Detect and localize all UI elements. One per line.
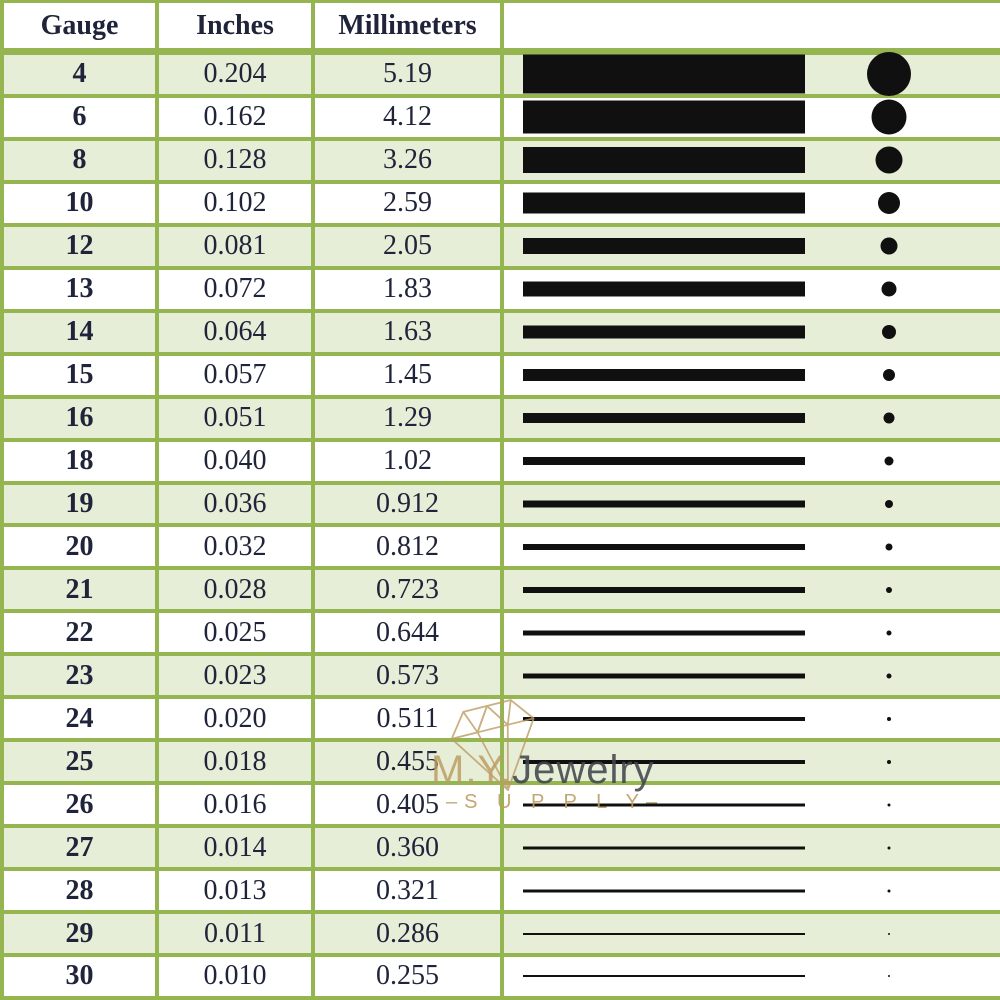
- visual-cell: [504, 442, 1000, 481]
- visual-cell: [504, 785, 1000, 824]
- header-millimeters: Millimeters: [315, 3, 504, 48]
- wire-cross-section-dot: [888, 803, 891, 806]
- watermark-subtitle: –S U P P L Y–: [446, 791, 665, 813]
- table-row: [4, 570, 1000, 613]
- wire-cross-section-dot: [884, 413, 895, 424]
- inches-cell: 0.064: [159, 313, 315, 352]
- inches-cell: 0.011: [159, 914, 315, 953]
- wire-thickness-bar: [523, 630, 805, 635]
- wire-thickness-bar: [523, 846, 805, 849]
- gauge-cell: 21: [4, 570, 159, 609]
- inches-cell: 0.032: [159, 527, 315, 566]
- wire-thickness-bar: [523, 147, 805, 173]
- gauge-cell: 23: [4, 656, 159, 695]
- visual-cell: [504, 570, 1000, 609]
- visual-cell: [504, 742, 1000, 781]
- millimeters-cell: 0.286: [315, 914, 504, 953]
- table-row: [4, 742, 1000, 785]
- visual-cell: [504, 270, 1000, 309]
- inches-cell: 0.051: [159, 399, 315, 438]
- inches-cell: 0.018: [159, 742, 315, 781]
- wire-thickness-bar: [523, 282, 805, 297]
- wire-cross-section-dot: [888, 933, 890, 935]
- table-row: [4, 399, 1000, 442]
- millimeters-cell: 0.573: [315, 656, 504, 695]
- wire-cross-section-dot: [872, 100, 907, 135]
- visual-cell: [504, 399, 1000, 438]
- table-row: [4, 613, 1000, 656]
- table-row: [4, 957, 1000, 1000]
- inches-cell: 0.081: [159, 227, 315, 266]
- header-visual-spacer: [504, 3, 1000, 48]
- millimeters-cell: 0.723: [315, 570, 504, 609]
- table-row: [4, 914, 1000, 957]
- millimeters-cell: 0.321: [315, 871, 504, 910]
- wire-thickness-bar: [523, 760, 805, 764]
- inches-cell: 0.128: [159, 141, 315, 180]
- inches-cell: 0.025: [159, 613, 315, 652]
- millimeters-cell: 0.360: [315, 828, 504, 867]
- gauge-cell: 12: [4, 227, 159, 266]
- inches-cell: 0.020: [159, 699, 315, 738]
- millimeters-cell: 1.29: [315, 399, 504, 438]
- wire-cross-section-dot: [882, 282, 897, 297]
- table-row: [4, 871, 1000, 914]
- visual-cell: [504, 184, 1000, 223]
- visual-cell: [504, 227, 1000, 266]
- inches-cell: 0.204: [159, 55, 315, 94]
- wire-cross-section-dot: [878, 192, 900, 214]
- wire-thickness-bar: [523, 717, 805, 721]
- gauge-cell: 27: [4, 828, 159, 867]
- gauge-cell: 13: [4, 270, 159, 309]
- visual-cell: [504, 98, 1000, 137]
- millimeters-cell: 0.912: [315, 485, 504, 524]
- table-row: [4, 356, 1000, 399]
- wire-thickness-bar: [523, 933, 805, 935]
- wire-cross-section-dot: [887, 630, 892, 635]
- inches-cell: 0.014: [159, 828, 315, 867]
- gauge-cell: 15: [4, 356, 159, 395]
- wire-thickness-bar: [523, 457, 805, 465]
- visual-cell: [504, 141, 1000, 180]
- wire-cross-section-dot: [876, 147, 903, 174]
- wire-cross-section-dot: [886, 587, 892, 593]
- millimeters-cell: 1.63: [315, 313, 504, 352]
- header-gauge: Gauge: [4, 3, 159, 48]
- wire-cross-section-dot: [881, 238, 898, 255]
- visual-cell: [504, 485, 1000, 524]
- inches-cell: 0.102: [159, 184, 315, 223]
- millimeters-cell: 0.511: [315, 699, 504, 738]
- wire-cross-section-dot: [883, 369, 895, 381]
- inches-cell: 0.162: [159, 98, 315, 137]
- millimeters-cell: 0.455: [315, 742, 504, 781]
- millimeters-cell: 3.26: [315, 141, 504, 180]
- millimeters-cell: 0.812: [315, 527, 504, 566]
- wire-thickness-bar: [523, 803, 805, 806]
- gauge-cell: 19: [4, 485, 159, 524]
- visual-cell: [504, 957, 1000, 996]
- gauge-cell: 16: [4, 399, 159, 438]
- table-row: [4, 313, 1000, 356]
- visual-cell: [504, 527, 1000, 566]
- wire-cross-section-dot: [888, 975, 890, 977]
- inches-cell: 0.013: [159, 871, 315, 910]
- millimeters-cell: 2.59: [315, 184, 504, 223]
- wire-thickness-bar: [523, 501, 805, 508]
- millimeters-cell: 0.405: [315, 785, 504, 824]
- wire-cross-section-dot: [867, 52, 911, 96]
- visual-cell: [504, 55, 1000, 94]
- table-row: [4, 442, 1000, 485]
- header-inches: Inches: [159, 3, 315, 48]
- wire-cross-section-dot: [887, 717, 891, 721]
- gauge-cell: 18: [4, 442, 159, 481]
- table-row: [4, 141, 1000, 184]
- visual-cell: [504, 313, 1000, 352]
- wire-thickness-bar: [523, 101, 805, 134]
- inches-cell: 0.072: [159, 270, 315, 309]
- millimeters-cell: 5.19: [315, 55, 504, 94]
- wire-thickness-bar: [523, 55, 805, 94]
- millimeters-cell: 0.644: [315, 613, 504, 652]
- wire-thickness-bar: [523, 193, 805, 214]
- table-row: [4, 270, 1000, 313]
- inches-cell: 0.036: [159, 485, 315, 524]
- inches-cell: 0.023: [159, 656, 315, 695]
- millimeters-cell: 1.45: [315, 356, 504, 395]
- gauge-cell: 26: [4, 785, 159, 824]
- wire-cross-section-dot: [886, 543, 893, 550]
- gauge-cell: 6: [4, 98, 159, 137]
- table-row: [4, 527, 1000, 570]
- wire-cross-section-dot: [885, 457, 894, 466]
- gauge-cell: 10: [4, 184, 159, 223]
- visual-cell: [504, 613, 1000, 652]
- wire-thickness-bar: [523, 369, 805, 381]
- visual-cell: [504, 871, 1000, 910]
- header-row: [4, 3, 1000, 55]
- wire-thickness-bar: [523, 889, 805, 892]
- wire-cross-section-dot: [885, 500, 893, 508]
- inches-cell: 0.040: [159, 442, 315, 481]
- wire-thickness-bar: [523, 673, 805, 678]
- wire-thickness-bar: [523, 413, 805, 423]
- gauge-cell: 29: [4, 914, 159, 953]
- gauge-cell: 8: [4, 141, 159, 180]
- table-row: [4, 184, 1000, 227]
- gauge-cell: 14: [4, 313, 159, 352]
- millimeters-cell: 4.12: [315, 98, 504, 137]
- table-row: [4, 485, 1000, 528]
- table-row: [4, 227, 1000, 270]
- table-row: [4, 828, 1000, 871]
- wire-cross-section-dot: [888, 889, 891, 892]
- gauge-cell: 24: [4, 699, 159, 738]
- visual-cell: [504, 828, 1000, 867]
- wire-thickness-bar: [523, 544, 805, 550]
- millimeters-cell: 2.05: [315, 227, 504, 266]
- gauge-cell: 28: [4, 871, 159, 910]
- gauge-cell: 22: [4, 613, 159, 652]
- wire-cross-section-dot: [887, 760, 891, 764]
- millimeters-cell: 1.02: [315, 442, 504, 481]
- gauge-cell: 20: [4, 527, 159, 566]
- inches-cell: 0.057: [159, 356, 315, 395]
- wire-thickness-bar: [523, 326, 805, 339]
- gauge-cell: 4: [4, 55, 159, 94]
- visual-cell: [504, 914, 1000, 953]
- wire-cross-section-dot: [887, 673, 892, 678]
- inches-cell: 0.010: [159, 957, 315, 996]
- table-row: [4, 656, 1000, 699]
- gauge-cell: 30: [4, 957, 159, 996]
- millimeters-cell: 1.83: [315, 270, 504, 309]
- visual-cell: [504, 699, 1000, 738]
- wire-cross-section-dot: [882, 325, 896, 339]
- wire-thickness-bar: [523, 587, 805, 593]
- millimeters-cell: 0.255: [315, 957, 504, 996]
- watermark-brand-name: Jewelry: [512, 748, 655, 792]
- table-row: [4, 55, 1000, 98]
- inches-cell: 0.016: [159, 785, 315, 824]
- wire-cross-section-dot: [888, 846, 891, 849]
- table-row: [4, 785, 1000, 828]
- inches-cell: 0.028: [159, 570, 315, 609]
- watermark-brand-prefix: M.Y.: [431, 748, 513, 792]
- visual-cell: [504, 656, 1000, 695]
- table-row: [4, 98, 1000, 141]
- wire-thickness-bar: [523, 975, 805, 977]
- gauge-cell: 25: [4, 742, 159, 781]
- wire-thickness-bar: [523, 238, 805, 254]
- visual-cell: [504, 356, 1000, 395]
- table-row: [4, 699, 1000, 742]
